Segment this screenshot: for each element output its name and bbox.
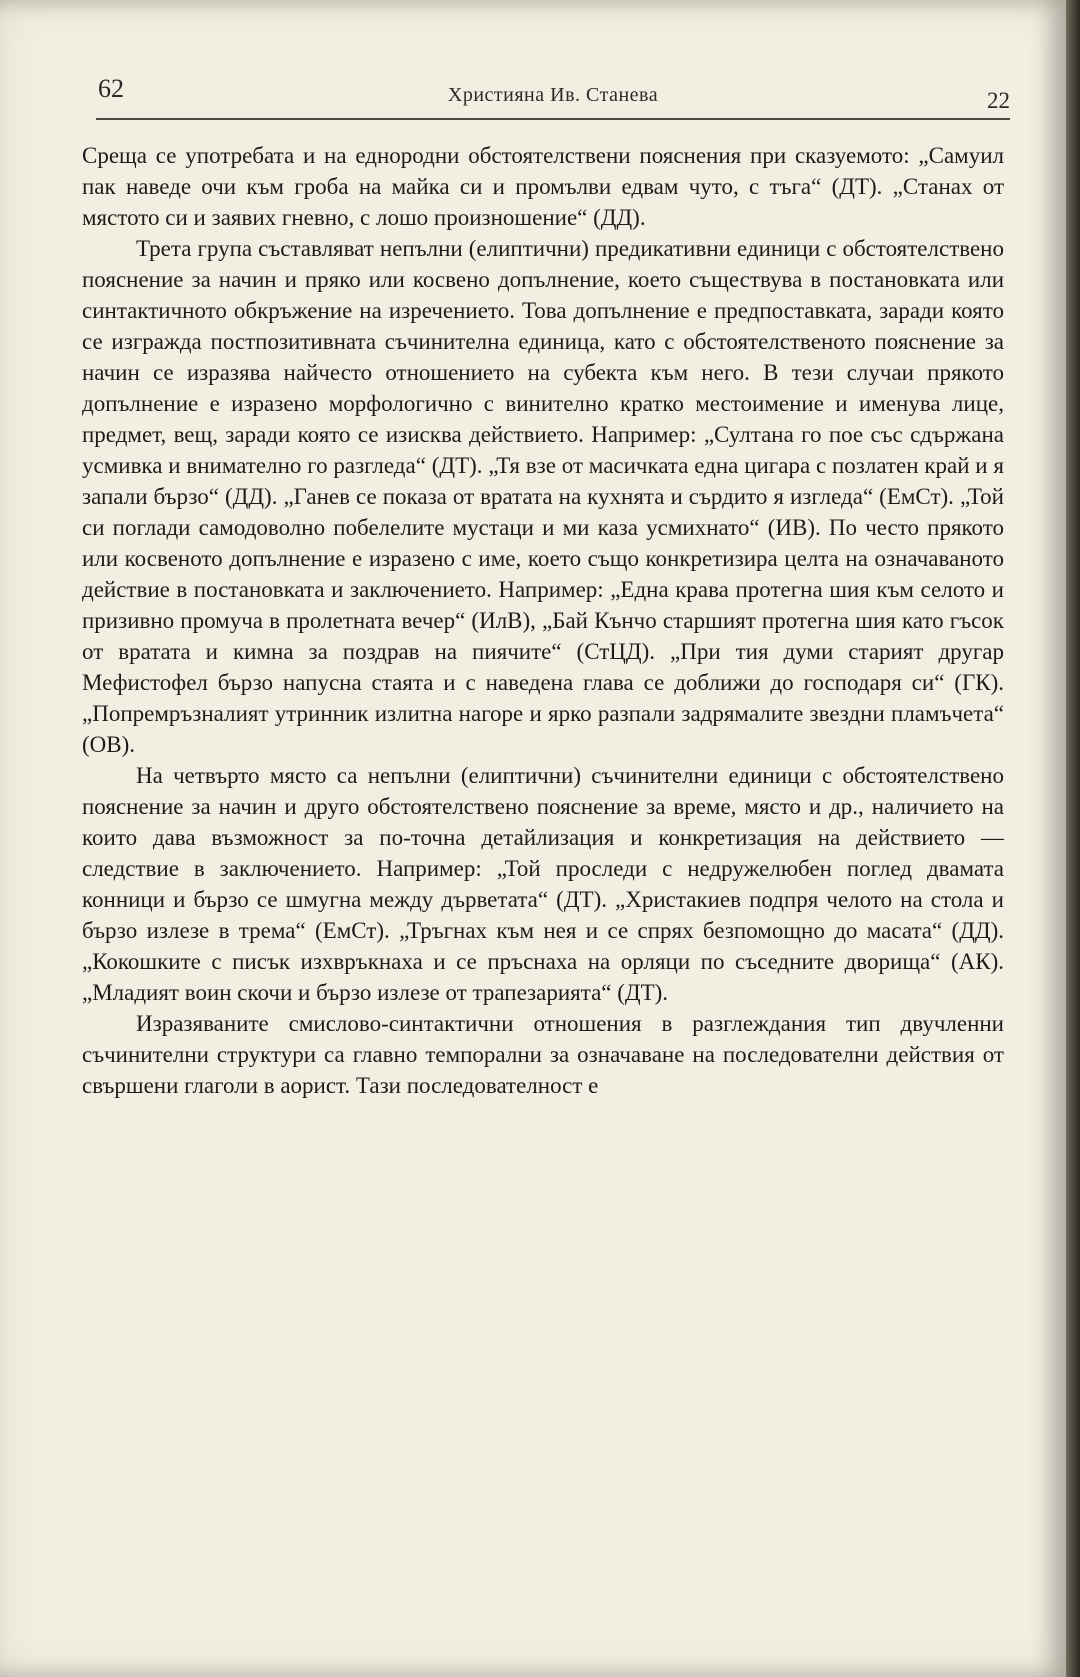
- running-title: Християна Ив. Станева: [447, 84, 659, 106]
- paragraph-4: Изразяваните смислово-синтактични отношения в разглеждания тип двучленни съчинителни структури са главно темпорални за означаване на последователни действия от свършени глаголи в аорист. Тази последователност е: [82, 1011, 1004, 1098]
- paragraph-3: На четвърто място са непълни (елиптични) съчинителни единици с обстоятелствено пояснение за начин и друго обстоятелствено пояснение за време, място и др., наличието на които дава възможност за по-точна детайлизация и конкретизация на действието — следствие в заключението. Например: „Той проследи с недружелюбен поглед двамата конници и бързо се шмугна между дърветата“ (ДТ). „Христакиев подпря челото на стола и бързо излезе в трема“ (ЕмСт). „Тръгнах към нея и се спрях безпомощно до масата“ (ДД). „Кокошките с писък изхвръкнаха и се пръснаха на орляци по съседните дворища“ (АК). „Младият воин скочи и бързо излезе от трапезарията“ (ДТ).: [82, 763, 1004, 1005]
- page-number: 62: [98, 74, 124, 103]
- page-header: [96, 74, 1010, 120]
- paragraph-1: Среща се употребата и на еднородни обстоятелствени пояснения при сказуемото: „Самуил пак наведе очи към гроба на майка си и промълви едвам чуто, с тъга“ (ДТ). „Станах от мястото си и заявих гневно, с лошо произношение“ (ДД).: [82, 143, 1004, 230]
- section-number: 22: [987, 88, 1010, 113]
- paragraph-2: Трета група съставляват непълни (елиптични) предикативни единици с обстоятелствено пояснение за начин и пряко или косвено допълнение, което съществува в постановката или синтактичното обкръжение на изречението. Това допълнение е предпоставката, заради която се изгражда постпозитивната съчинителна единица, като с обстоятелственото пояснение за начин се изразява найчесто отношението на субекта към него. В тези случаи прякото допълнение е изразено морфологично с винително кратко местоимение и именува лице, предмет, вещ, заради която се изисква действието. Например: „Султана го пое със сдържана усмивка и внимателно го разгледа“ (ДТ). „Тя взе от масичката една цигара с позлатен край и я запали бързо“ (ДД). „Ганев се показа от вратата на кухнята и сърдито я изгледа“ (ЕмСт). „Той си поглади самодоволно побелелите мустаци и ми каза усмихнато“ (ИВ). По често прякото или косвеното допълнение е изразено с име, което също конкретизира целта на означаваното действие в постановката и заключението. Например: „Една крава протегна шия към селото и призивно промуча в пролетната вечер“ (ИлВ), „Бай Кънчо старшият протегна шия като гъсок от вратата и кимна за поздрав на пиячите“ (СтЦД). „При тия думи старият другар Мефистофел бързо напусна стаята и с наведена глава се доближи до господаря си“ (ГК). „Попремръзналият утринник излитна нагоре и ярко разпали задрямалите звездни пламъчета“ (ОВ).: [82, 236, 1004, 757]
- body-text: [82, 140, 1004, 1101]
- page-edge-shadow: [1066, 0, 1080, 1677]
